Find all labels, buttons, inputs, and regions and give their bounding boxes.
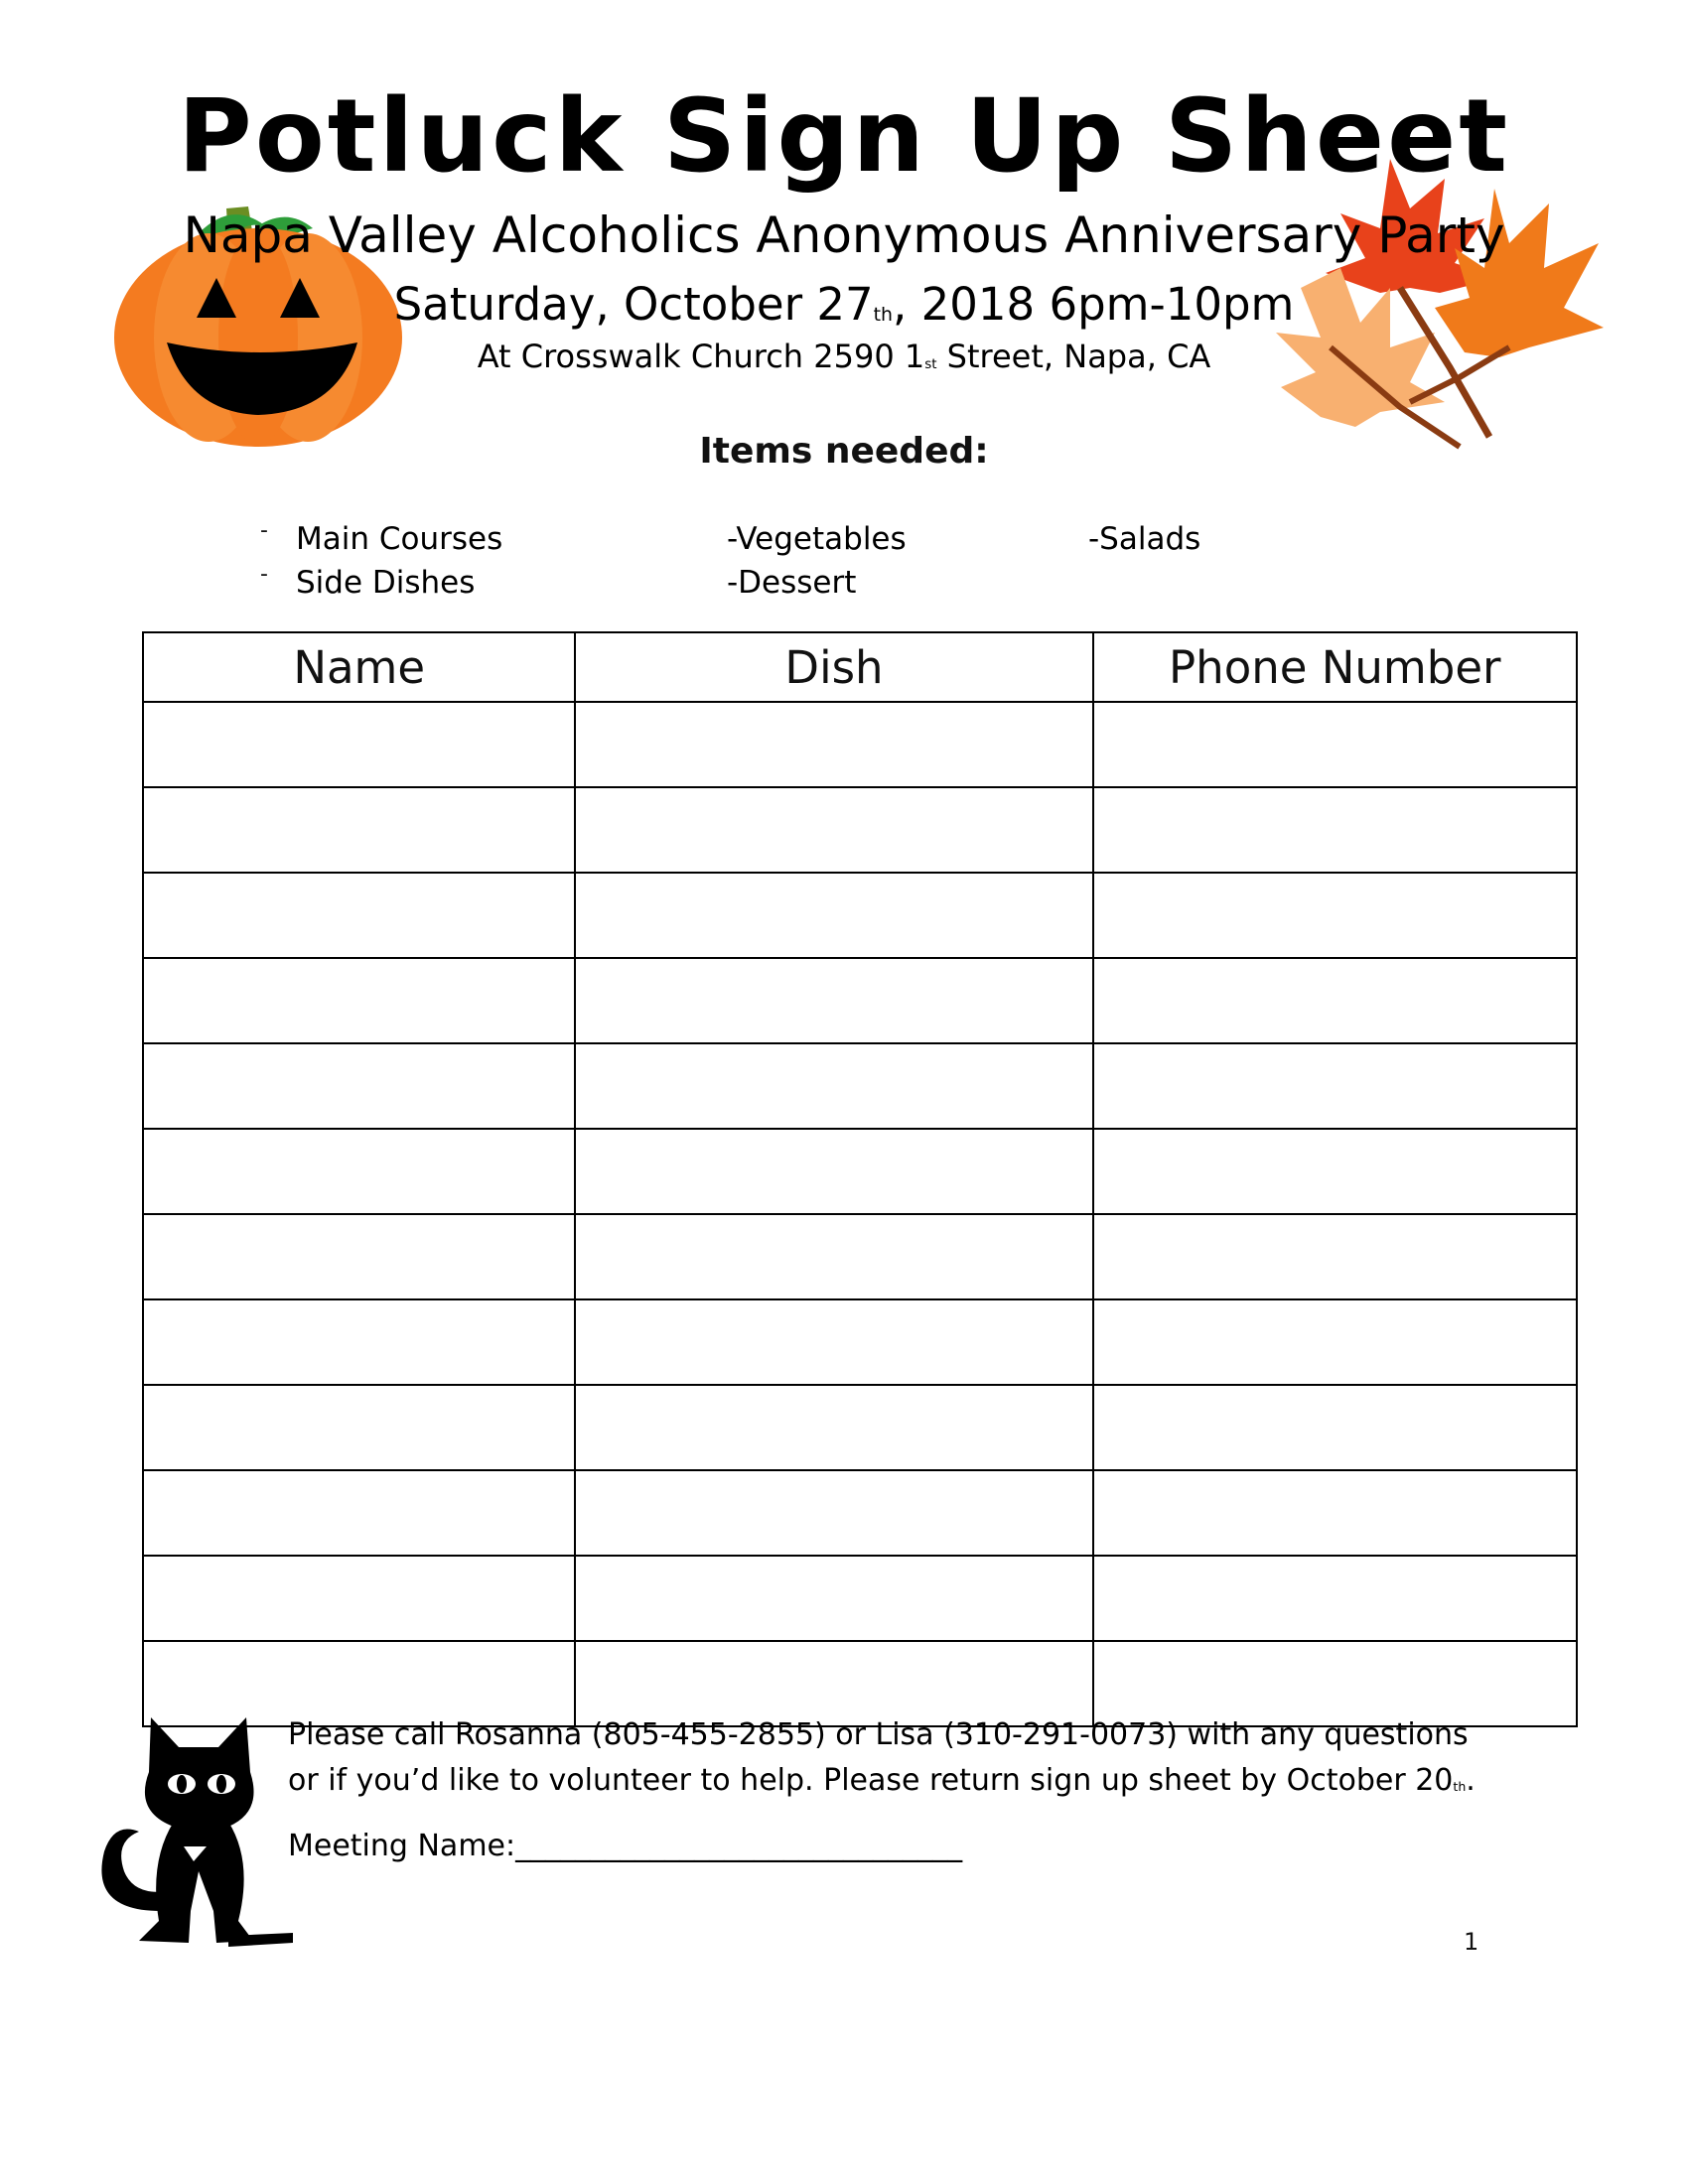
items-heading: Items needed: [699, 431, 989, 472]
table-row [143, 873, 1577, 958]
dish-cell [575, 1641, 1092, 1726]
dish-cell [575, 1470, 1092, 1556]
contact-info-line1: Please call Rosanna (805-455-2855) or Lisa (310-291-0073) with any questions [288, 1717, 1469, 1752]
contact-line2-end: . [1466, 1763, 1476, 1798]
name-cell [143, 702, 575, 787]
item-side-dishes: Side Dishes [296, 565, 476, 601]
table-row [143, 1556, 1577, 1641]
venue-suffix: st [924, 356, 937, 372]
phone-cell [1093, 1556, 1577, 1641]
name-cell [143, 1043, 575, 1129]
name-cell [143, 1129, 575, 1214]
table-row [143, 1470, 1577, 1556]
dish-cell [575, 1385, 1092, 1470]
date-rest: , 2018 6pm-10pm [893, 278, 1295, 331]
meeting-name-field: Meeting Name:______________________________ [288, 1829, 963, 1863]
table-body [143, 702, 1577, 1726]
phone-cell [1093, 702, 1577, 787]
contact-line2-suffix: th [1453, 1778, 1467, 1794]
item-salads: -Salads [1088, 521, 1201, 557]
column-header-dish: Dish [575, 632, 1092, 702]
phone-cell [1093, 958, 1577, 1043]
phone-cell [1093, 873, 1577, 958]
table-header-row [143, 632, 1577, 702]
event-venue [0, 338, 1688, 375]
date-suffix: th [873, 303, 894, 326]
item-vegetables: -Vegetables [727, 521, 907, 557]
event-date [0, 278, 1688, 331]
venue-rest: Street, Napa, CA [936, 338, 1211, 375]
table-row [143, 1641, 1577, 1726]
dish-cell [575, 873, 1092, 958]
table-row [143, 1129, 1577, 1214]
venue-main: At Crosswalk Church 2590 1 [477, 338, 925, 375]
column-header-phone: Phone Number [1093, 632, 1577, 702]
table-row [143, 958, 1577, 1043]
phone-cell [1093, 1641, 1577, 1726]
signup-table [142, 631, 1578, 1727]
name-cell [143, 958, 575, 1043]
name-cell [143, 1470, 575, 1556]
item-main-courses: Main Courses [296, 521, 503, 557]
dish-cell [575, 958, 1092, 1043]
phone-cell [1093, 787, 1577, 873]
name-cell [143, 873, 575, 958]
phone-cell [1093, 1470, 1577, 1556]
phone-cell [1093, 1043, 1577, 1129]
table-row [143, 1299, 1577, 1385]
name-cell [143, 1556, 575, 1641]
dish-cell [575, 1129, 1092, 1214]
item-dessert: -Dessert [727, 565, 857, 601]
name-cell [143, 787, 575, 873]
dish-cell [575, 787, 1092, 873]
phone-cell [1093, 1129, 1577, 1214]
bullet-dash: - [260, 518, 268, 543]
column-header-name: Name [143, 632, 575, 702]
event-subtitle: Napa Valley Alcoholics Anonymous Anniversary Party [183, 206, 1505, 264]
dish-cell [575, 1043, 1092, 1129]
page-title: Potluck Sign Up Sheet [177, 77, 1511, 196]
table-row [143, 702, 1577, 787]
black-cat-icon [79, 1712, 303, 1956]
table-row [143, 1385, 1577, 1470]
table-row [143, 1214, 1577, 1299]
name-cell [143, 1214, 575, 1299]
contact-line2-main: or if you’d like to volunteer to help. Please return sign up sheet by October 20 [288, 1763, 1454, 1798]
dish-cell [575, 702, 1092, 787]
dish-cell [575, 1556, 1092, 1641]
phone-cell [1093, 1299, 1577, 1385]
table-row [143, 787, 1577, 873]
contact-info-line2 [288, 1763, 1476, 1798]
date-main: Saturday, October 27 [393, 278, 874, 331]
dish-cell [575, 1214, 1092, 1299]
table-row [143, 1043, 1577, 1129]
page-number: 1 [1464, 1928, 1479, 1956]
phone-cell [1093, 1385, 1577, 1470]
dish-cell [575, 1299, 1092, 1385]
bullet-dash: - [260, 562, 268, 587]
name-cell [143, 1299, 575, 1385]
name-cell [143, 1385, 575, 1470]
phone-cell [1093, 1214, 1577, 1299]
